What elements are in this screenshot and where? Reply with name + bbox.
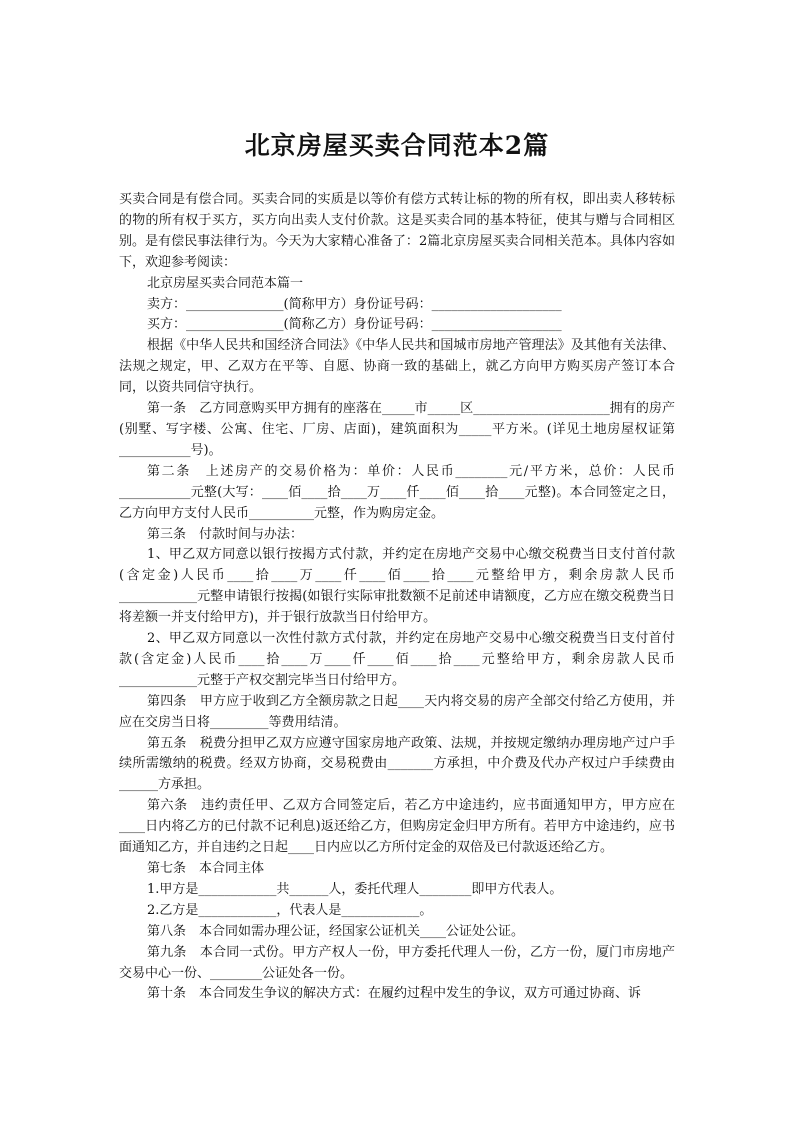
paragraph-art5: 第五条 税费分担甲乙双方应遵守国家房地产政策、法规，并按规定缴纳办理房地产过户手续所需缴纳的税费。经双方协商，交易税费由_______方承担，中介费及代办产权过户手续费由______方承担。	[119, 735, 675, 793]
paragraph-art3: 第三条 付款时间与办法：	[147, 526, 304, 542]
document-title: 北京房屋买卖合同范本2篇	[244, 131, 550, 160]
paragraph-subtitle: 北京房屋买卖合同范本篇一	[147, 275, 304, 291]
paragraph-preamble: 根据《中华人民共和国经济合同法》《中华人民共和国城市房地产管理法》及其他有关法律、法规之规定，甲、乙双方在平等、自愿、协商一致的基础上，就乙方向甲方购买房产签订本合同，以资共同信守执行。	[119, 338, 675, 396]
paragraph-art6: 第六条 违约责任甲、乙双方合同签定后，若乙方中途违约，应书面通知甲方，甲方应在____日内将乙方的已付款不记利息)返还给乙方，但购房定金归甲方所有。若甲方中途违约，应书面通知乙方，并自违约之日起____日内应以乙方所付定金的双倍及已付款返还给乙方。	[119, 798, 675, 856]
paragraph-art3-1: 1、甲乙双方同意以银行按揭方式付款，并约定在房地产交易中心缴交税费当日支付首付款(含定金)人民币____拾____万____仟____佰____拾____元整给甲方，剩余房款人民币____________元整申请银行按揭(如银行实际审批数额不足前述申请额度，乙方应在缴交税费当日将差额一并支付给甲方)，并于银行放款当日付给甲方。	[119, 547, 675, 626]
paragraph-art7: 第七条 本合同主体	[147, 861, 265, 876]
paragraph-art4: 第四条 甲方应于收到乙方全额房款之日起____天内将交易的房产全部交付给乙方使用，并应在交房当日将_________等费用结清。	[119, 693, 675, 730]
paragraph-art8: 第八条 本合同如需办理公证，经国家公证机关____公证处公证。	[147, 923, 525, 939]
paragraph-art9: 第九条 本合同一式份。甲方产权人一份，甲方委托代理人一份，乙方一份，厦门市房地产交易中心一份、________公证处各一份。	[119, 944, 675, 981]
paragraph-seller: 卖方：_______________(简称甲方）身份证号码：____________________	[147, 296, 562, 312]
document-body	[119, 190, 675, 1005]
paragraph-art10: 第十条 本合同发生争议的解决方式：在履约过程中发生的争议，双方可通过协商、诉	[147, 986, 642, 1002]
paragraph-art7-1: 1.甲方是____________共______人，委托代理人________即甲方代表人。	[147, 881, 563, 897]
paragraph-intro: 买卖合同是有偿合同。买卖合同的实质是以等价有偿方式转让标的物的所有权，即出卖人移转标的物的所有权于买方，买方向出卖人支付价款。这是买卖合同的基本特征，使其与赠与合同相区别。是有偿民事法律行为。今天为大家精心准备了：2篇北京房屋买卖合同相关范本。具体内容如下，欢迎参考阅读：	[119, 192, 675, 270]
paragraph-art1: 第一条 乙方同意购买甲方拥有的座落在_____市_____区_____________________拥有的房产(别墅、写字楼、公寓、住宅、厂房、店面)，建筑面积为_____平方米。(详见土地房屋权证第___________号)。	[119, 401, 675, 458]
paragraph-art7-2: 2.乙方是____________，代表人是____________。	[147, 902, 433, 918]
paragraph-buyer: 买方：_______________(简称乙方）身份证号码：____________________	[147, 317, 562, 333]
paragraph-art3-2: 2、甲乙双方同意以一次性付款方式付款，并约定在房地产交易中心缴交税费当日支付首付款(含定金)人民币____拾____万____仟____佰____拾____元整给甲方，剩余房款人民币____________元整于产权交割完毕当日付给甲方。	[119, 631, 675, 688]
paragraph-art2: 第二条 上述房产的交易价格为：单价：人民币________元/平方米，总价：人民币___________元整(大写：____佰____拾____万____仟____佰____拾____元整)。本合同签定之日，乙方向甲方支付人民币__________元整，作为购房定金。	[119, 463, 675, 521]
